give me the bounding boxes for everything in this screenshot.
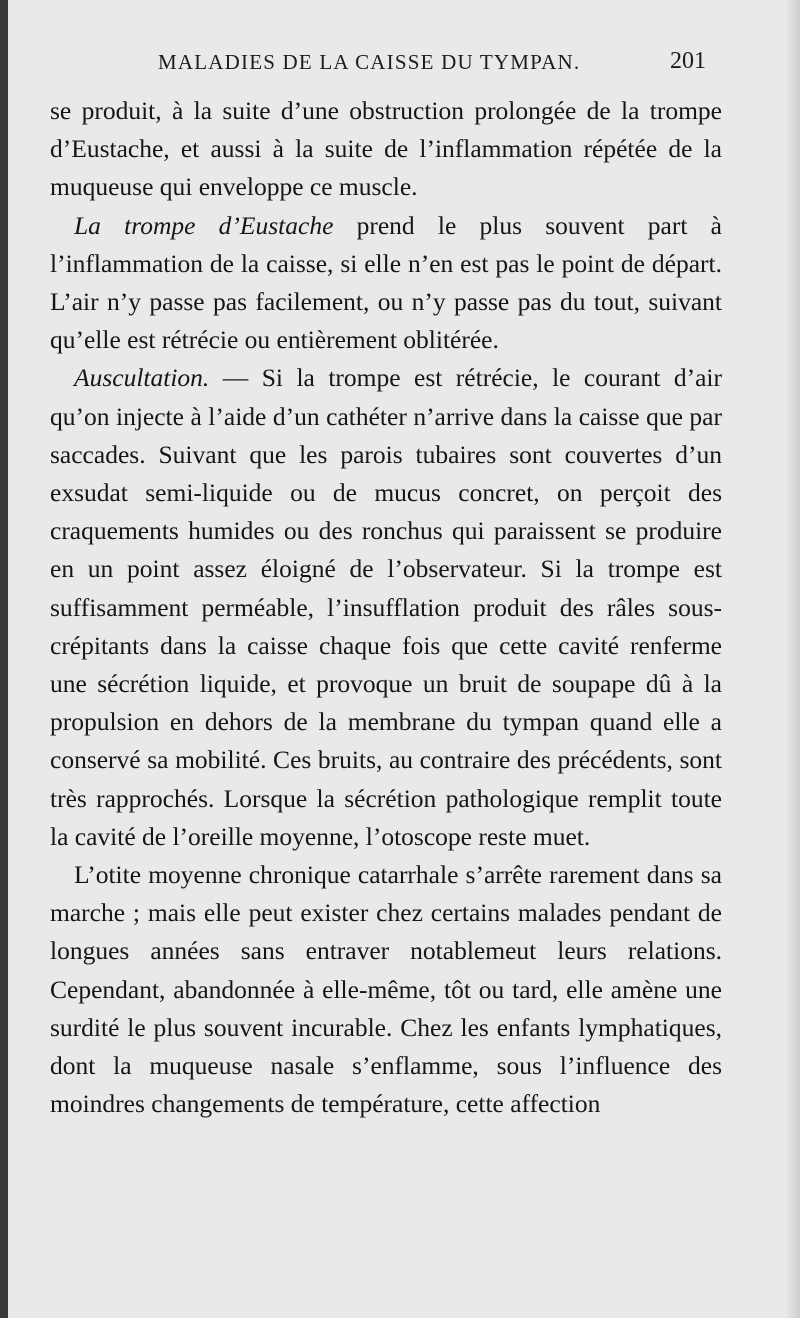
paragraph-text: L’otite moyenne chronique catarrhale s’arrête rarement dans sa marche ; mais elle peut exister chez certains malades pendant de longues années sans entraver notablemeut leurs relations. Cependant, abandonnée à elle-même, tôt ou tard, elle amène une surdité le plus souvent incurable. Chez les enfants lymphatiques, dont la muqueuse nasale s’enflamme, sous l’influence des moindres changements de température, cette affection <box>50 860 722 1119</box>
paragraph-trompe <box>50 207 722 360</box>
running-title: MALADIES DE LA CAISSE DU TYMPAN. <box>158 50 581 74</box>
paragraph-text: prend le plus souvent part à l’inflammation de la caisse, si elle n’en est pas le point de départ. L’air n’y passe pas facilement, ou n’y passe pas du tout, suivant qu’elle est rétrécie ou entièrement oblitérée. <box>50 210 722 355</box>
paragraph-continuation <box>50 92 722 207</box>
paragraph-auscultation <box>50 359 722 856</box>
paragraph-text: se produit, à la suite d’une obstruction prolongée de la trompe d’Eustache, et aussi à la suite de l’inflammation répétée de la muqueuse qui enveloppe ce muscle. <box>50 96 722 202</box>
paragraph-lead-italic: La trompe d’Eustache <box>74 210 334 240</box>
page-number: 201 <box>670 48 706 74</box>
book-page <box>8 0 800 1318</box>
paragraph-otite <box>50 856 722 1123</box>
paragraph-text: — Si la trompe est rétrécie, le courant d’air qu’on injecte à l’aide d’un cathéter n’arrive dans la caisse que par saccades. Suivant que les parois tubaires sont couvertes d’un exsudat semi-liquide ou de mucus concret, on perçoit des craquements humides ou des ronchus qui paraissent se produire en un point assez éloigné de l’observateur. Si la trompe est suffisamment perméable, l’insufflation produit des râles sous-crépitants dans la caisse chaque fois que cette cavité renferme une sécrétion liquide, et provoque un bruit de soupape dû à la propulsion en dehors de la membrane du tympan quand elle a conservé sa mobilité. Ces bruits, au contraire des précédents, sont très rapprochés. Lorsque la sécrétion pathologique remplit toute la cavité de l’oreille moyenne, l’otoscope reste muet. <box>50 363 722 851</box>
body-text <box>50 92 722 1123</box>
paragraph-lead-italic: Auscultation. <box>74 363 210 393</box>
page-header <box>8 50 800 80</box>
